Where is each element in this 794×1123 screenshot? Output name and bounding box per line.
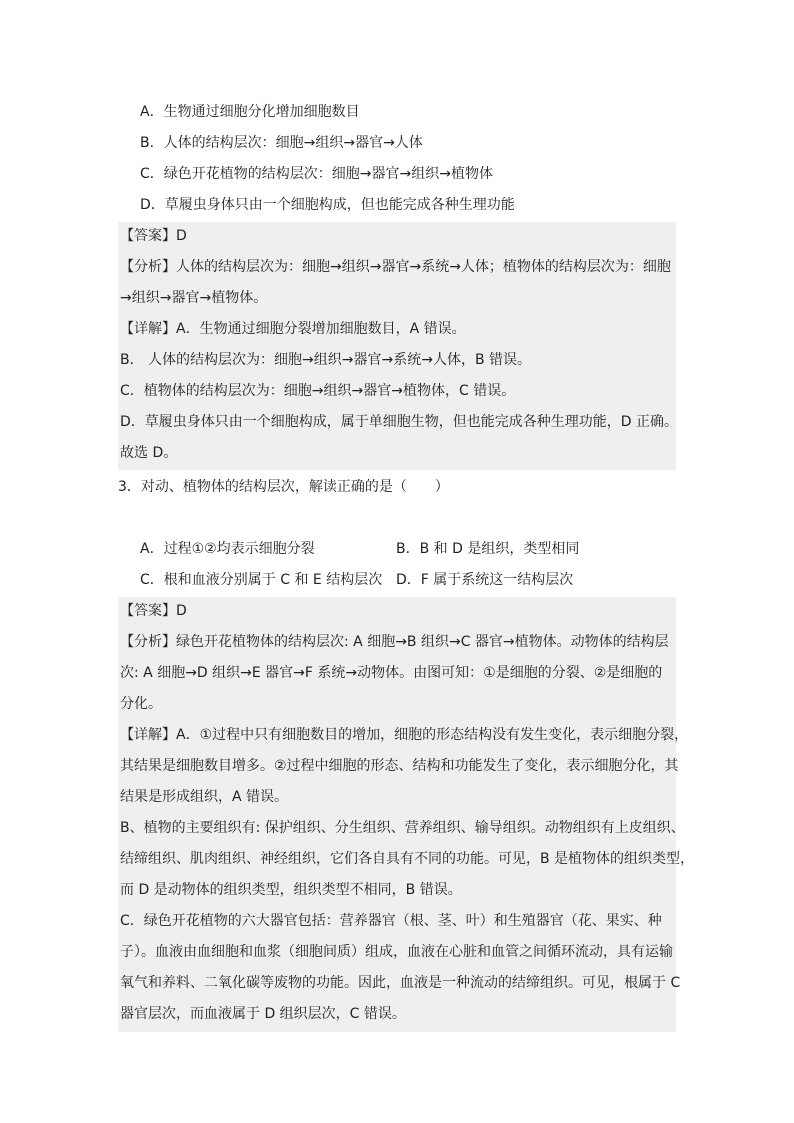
q2-detail-line: B． 人体的结构层次为：细胞→组织→器官→系统→人体，B 错误。 xyxy=(120,352,532,368)
q3-analysis-line: 次: A 细胞→D 组织→E 器官→F 系统→动物体。由图可知：①是细胞的分裂、②是细胞的 xyxy=(120,665,663,681)
q3-detail-line: 【详解】A．①过程中只有细胞数目的增加，细胞的形态结构没有发生变化，表示细胞分裂， xyxy=(120,727,689,743)
q2-analysis-line: →组织→器官→植物体。 xyxy=(120,290,268,306)
q3-option-b: B．B 和 D 是组织，类型相同 xyxy=(396,541,580,557)
q3-option-a: A．过程①②均表示细胞分裂 xyxy=(140,541,315,557)
q3-question: 3．对动、植物体的结构层次，解读正确的是（ ） xyxy=(118,479,449,495)
q3-detail-line: 其结果是细胞数目增多。②过程中细胞的形态、结构和功能发生了变化，表示细胞分化，其 xyxy=(120,758,679,774)
q3-detail-line: B、植物的主要组织有: 保护组织、分生组织、营养组织、输导组织。动物组织有上皮组织、 xyxy=(120,820,685,836)
q2-option-c: C．绿色开花植物的结构层次：细胞→器官→组织→植物体 xyxy=(140,166,493,182)
q3-detail-line: 氧气和养料、二氧化碳等废物的功能。因此，血液是一种流动的结缔组织。可见，根属于 C xyxy=(120,975,681,991)
q2-conclusion: 故选 D。 xyxy=(120,445,178,461)
q3-analysis-line: 分化。 xyxy=(120,696,162,712)
q3-detail-line: 而 D 是动物体的组织类型，组织类型不相同，B 错误。 xyxy=(120,882,462,898)
q2-analysis-line: 【分析】人体的结构层次为：细胞→组织→器官→系统→人体；植物体的结构层次为：细胞 xyxy=(120,259,671,275)
q2-option-b: B．人体的结构层次：细胞→组织→器官→人体 xyxy=(140,135,423,151)
q3-detail-line: 器官层次，而血液属于 D 组织层次，C 错误。 xyxy=(120,1006,406,1022)
q3-option-c: C．根和血液分别属于 C 和 E 结构层次 xyxy=(140,572,383,588)
q2-answer: 【答案】D xyxy=(120,228,187,244)
q2-detail-line: C．植物体的结构层次为：细胞→组织→器官→植物体，C 错误。 xyxy=(120,383,516,399)
q2-option-d: D．草履虫身体只由一个细胞构成，但也能完成各种生理功能 xyxy=(140,197,515,213)
q2-detail-line: D．草履虫身体只由一个细胞构成，属于单细胞生物，但也能完成各种生理功能，D 正确。 xyxy=(120,414,679,430)
q3-detail-line: 子）。血液由血细胞和血浆（细胞间质）组成，血液在心脏和血管之间循环流动，具有运输 xyxy=(120,944,673,960)
q3-answer: 【答案】D xyxy=(120,603,187,619)
q3-option-d: D．F 属于系统这一结构层次 xyxy=(396,572,574,588)
q2-explanation-block xyxy=(118,222,679,470)
q3-detail-line: C．绿色开花植物的六大器官包括：营养器官（根、茎、叶）和生殖器官（花、果实、种 xyxy=(120,913,662,929)
q2-detail-line: 【详解】A．生物通过细胞分裂增加细胞数目，A 错误。 xyxy=(120,321,466,337)
q3-detail-line: 结果是形成组织，A 错误。 xyxy=(120,789,289,805)
q3-detail-line: 结缔组织、肌肉组织、神经组织，它们各自具有不同的功能。可见，B 是植物体的组织类型， xyxy=(120,851,695,867)
q3-analysis-line: 【分析】绿色开花植物体的结构层次: A 细胞→B 组织→C 器官→植物体。动物体的结构层 xyxy=(120,634,669,650)
q2-option-a: A．生物通过细胞分化增加细胞数目 xyxy=(140,104,360,120)
q3-explanation-block xyxy=(118,597,695,1032)
